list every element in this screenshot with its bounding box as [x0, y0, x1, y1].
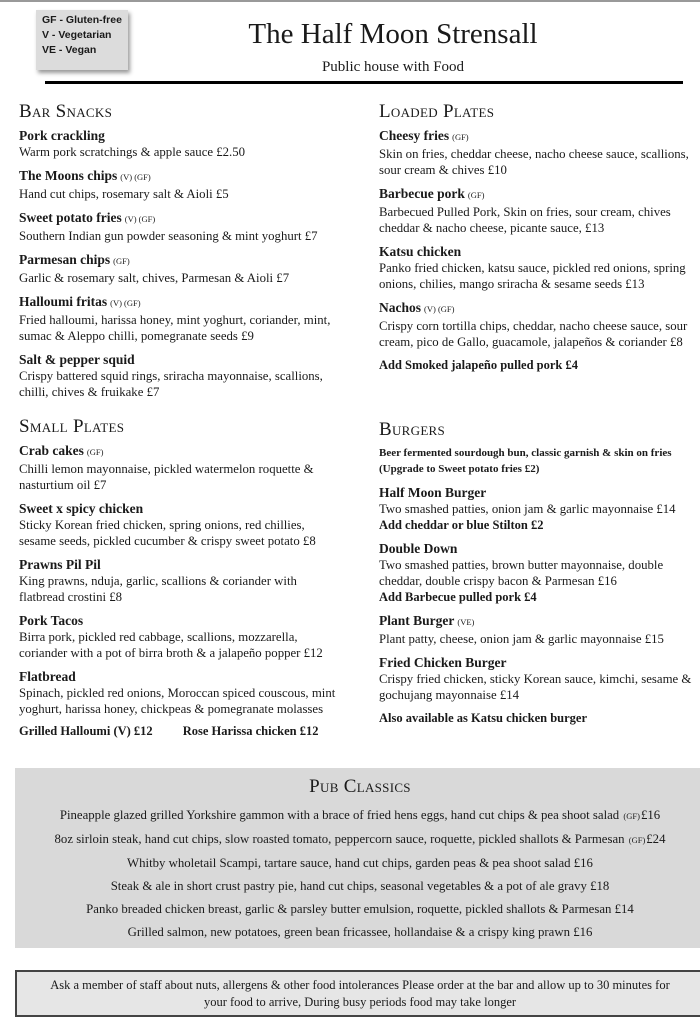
item-text: Steak & ale in short crust pastry pie, hand cut chips, seasonal vegetables & a pot of ale gravy — [110, 879, 587, 893]
item-description: Crispy battered squid rings, sriracha mayonnaise, scallions, — [19, 369, 323, 383]
dietary-tags: (GF) — [628, 835, 646, 845]
page-subtitle: Public house with Food — [321, 59, 465, 75]
item-name-text: Sweet potato fries — [19, 210, 122, 225]
menu-item — [379, 185, 700, 236]
menu-item — [19, 209, 349, 244]
dietary-tags: (GF) — [452, 132, 469, 142]
menu-item — [19, 668, 349, 717]
item-name-text: The Moons chips — [19, 168, 118, 183]
item-description: nasturtium oil £7 — [19, 478, 107, 492]
pub-classic-item — [15, 804, 700, 828]
dietary-tags: (V) (GF) — [424, 304, 455, 314]
item-name — [379, 185, 700, 204]
item-description: Fried halloumi, harissa honey, mint yoghurt, coriander, mint, — [19, 313, 331, 327]
section-heading: Bar Snacks — [19, 101, 113, 122]
item-description: Crispy fried chicken, sticky Korean sauce, kimchi, sesame & — [379, 672, 692, 686]
item-name — [379, 484, 700, 501]
menu-item — [379, 299, 700, 350]
notice-line: your food to arrive, During busy periods food may take longer — [203, 995, 517, 1009]
item-description: Garlic & rosemary salt, chives, Parmesan & Aioli £7 — [19, 271, 290, 285]
item-price: £16 — [573, 925, 593, 939]
dietary-tags: (GF) — [113, 256, 130, 266]
legend-ve: VE - Vegan — [42, 44, 97, 56]
legend-v: V - Vegetarian — [42, 29, 112, 41]
item-name — [19, 209, 349, 228]
legend-gf: GF - Gluten-free — [42, 14, 122, 26]
item-description: Warm pork scratchings & apple sauce £2.50 — [19, 145, 246, 159]
section-burgers — [379, 419, 700, 733]
item-description: Two smashed patties, onion jam & garlic mayonnaise £14 — [379, 502, 676, 516]
extra-items — [19, 724, 349, 739]
section-heading: Loaded Plates — [379, 101, 495, 122]
item-description: sour cream & chives £10 — [379, 163, 507, 177]
item-price: £16 — [573, 856, 593, 870]
page-title: The Half Moon Strensall — [248, 18, 538, 50]
item-description: Sticky Korean fried chicken, spring onions, red chillies, — [19, 518, 305, 532]
item-name-text: Pork Tacos — [19, 613, 84, 628]
menu-item — [379, 243, 700, 292]
menu-item — [379, 357, 700, 373]
menu-item — [379, 540, 700, 605]
section-note: Beer fermented sourdough bun, classic garnish & skin on fries — [379, 447, 672, 459]
item-description: coriander with a pot of birra broth & a jalapeño popper £12 — [19, 646, 323, 660]
item-description: Spinach, pickled red onions, Moroccan spiced couscous, mint — [19, 686, 336, 700]
item-name-text: Halloumi fritas — [19, 294, 108, 309]
item-text: Panko breaded chicken breast, garlic & parsley butter emulsion, roquette, pickled shallots & Parmesan — [86, 902, 612, 916]
item-description: Hand cut chips, rosemary salt & Aioli £5 — [19, 187, 229, 201]
item-price: £14 — [614, 902, 634, 916]
item-name — [379, 612, 700, 631]
item-name-text: Nachos — [379, 300, 422, 315]
item-text: 8oz sirloin steak, hand cut chips, slow roasted tomato, peppercorn sauce, roquette, pickled shallots & Parmesan — [54, 832, 625, 846]
menu-item — [379, 484, 700, 533]
menu-item — [379, 127, 700, 178]
menu-item — [19, 612, 349, 661]
item-name — [379, 540, 700, 557]
item-name-text: Salt & pepper squid — [19, 352, 135, 367]
item-price: £24 — [646, 832, 666, 846]
header-divider — [45, 81, 683, 84]
section-heading: Pub Classics — [309, 776, 411, 797]
item-addon: Add Barbecue pulled pork £4 — [379, 590, 537, 604]
item-price: £16 — [640, 808, 661, 822]
pub-classic-item — [15, 875, 700, 898]
item-name-text: Pork crackling — [19, 128, 105, 143]
dietary-tags: (GF) — [467, 190, 485, 200]
section-note: (Upgrade to Sweet potato fries £2) — [379, 463, 540, 475]
item-name — [19, 442, 349, 461]
allergen-notice — [15, 970, 700, 1017]
notice-line: Ask a member of staff about nuts, allergens & other food intolerances Please order at the bar and allow up to 30 minutes for — [50, 978, 670, 992]
item-price: £18 — [590, 879, 610, 893]
dietary-tags: (V) (GF) — [124, 214, 156, 224]
item-text: Grilled salmon, new potatoes, green bean fricassee, hollandaise & a crispy king prawn — [127, 925, 570, 939]
menu-item — [19, 167, 349, 202]
dietary-tags: (VE) — [457, 617, 475, 627]
dietary-legend — [36, 10, 128, 70]
item-description: Chilli lemon mayonnaise, pickled watermelon roquette & — [19, 462, 314, 476]
top-border — [0, 0, 700, 2]
pub-classic-item — [15, 921, 700, 944]
item-name-text: Sweet x spicy chicken — [19, 501, 144, 516]
pub-classic-item — [15, 828, 700, 852]
item-name-text: Barbecue pork — [379, 186, 465, 201]
dietary-tags: (V) (GF) — [110, 298, 141, 308]
item-name-text: Fried Chicken Burger — [379, 655, 507, 670]
item-description: flatbread crostini £8 — [19, 590, 123, 604]
item-name — [19, 556, 349, 573]
item-name-text: Half Moon Burger — [379, 485, 487, 500]
item-description: Skin on fries, cheddar cheese, nacho cheese sauce, scallions, — [379, 147, 689, 161]
section-pub-classics — [15, 768, 700, 948]
pub-classic-item — [15, 852, 700, 875]
pub-classic-item — [15, 898, 700, 921]
item-name — [19, 293, 349, 312]
item-description: onions, chilies, mango sriracha & sesame seeds £13 — [379, 277, 645, 291]
menu-item — [19, 351, 349, 400]
item-description: Southern Indian gun powder seasoning & mint yoghurt £7 — [19, 229, 318, 243]
spacer — [379, 477, 700, 484]
item-name — [19, 612, 349, 629]
item-name-text: Flatbread — [19, 669, 76, 684]
item-description: gochujang mayonnaise £14 — [379, 688, 520, 702]
item-name — [19, 351, 349, 368]
dietary-tags: (V) (GF) — [120, 172, 151, 182]
item-description: Barbecued Pulled Pork, Skin on fries, sour cream, chives — [379, 205, 671, 219]
extra-item: Grilled Halloumi (V) £12 — [19, 724, 153, 738]
menu-item — [19, 500, 349, 549]
item-text: Whitby wholetail Scampi, tartare sauce, hand cut chips, garden peas & pea shoot salad — [127, 856, 571, 870]
item-description: Panko fried chicken, katsu sauce, pickled red onions, spring — [379, 261, 686, 275]
item-description: cheddar, double crispy bacon & Parmesan £16 — [379, 574, 617, 588]
menu-item — [19, 442, 349, 493]
item-name — [379, 299, 700, 318]
section-heading: Small Plates — [19, 416, 125, 437]
menu-item — [379, 654, 700, 703]
section-small-plates — [19, 416, 349, 739]
menu-item — [19, 251, 349, 286]
item-description: Crispy corn tortilla chips, cheddar, nacho cheese sauce, sour — [379, 319, 688, 333]
item-name-text: Double Down — [379, 541, 458, 556]
item-description: cream, pico de Gallo, guacamole, jalapeños & coriander £8 — [379, 335, 683, 349]
item-name-text: Parmesan chips — [19, 252, 111, 267]
item-addon: Add Smoked jalapeño pulled pork £4 — [379, 358, 579, 372]
item-name — [19, 668, 349, 685]
item-name-text: Prawns Pil Pil — [19, 557, 101, 572]
section-loaded-plates — [379, 101, 700, 380]
item-description: Birra pork, pickled red cabbage, scallions, mozzarella, — [19, 630, 298, 644]
item-description: Plant patty, cheese, onion jam & garlic mayonnaise £15 — [379, 632, 664, 646]
menu-item — [19, 127, 349, 160]
item-name — [379, 654, 700, 671]
section-bar-snacks — [19, 101, 349, 407]
dietary-tags: (GF) — [623, 811, 640, 821]
menu-item — [379, 710, 700, 726]
item-name-text: Plant Burger — [379, 613, 455, 628]
item-name-text: Katsu chicken — [379, 244, 462, 259]
item-name-text: Crab cakes — [19, 443, 84, 458]
item-name — [19, 500, 349, 517]
item-description: cheddar & nacho cheese, picante sauce, £13 — [379, 221, 605, 235]
item-name — [19, 167, 349, 186]
menu-item — [19, 293, 349, 344]
item-addon: Also available as Katsu chicken burger — [379, 711, 587, 725]
menu-item — [19, 556, 349, 605]
item-name — [379, 127, 700, 146]
item-text: Pineapple glazed grilled Yorkshire gammon with a brace of fried hens eggs, hand cut chips & pea shoot salad — [59, 808, 620, 822]
extra-item: Rose Harissa chicken £12 — [182, 724, 319, 738]
item-name — [19, 251, 349, 270]
item-description: sesame seeds, pickled cucumber & crispy sweet potato £8 — [19, 534, 316, 548]
item-description: yoghurt, harissa honey, chickpeas & pomegranate molasses — [19, 702, 324, 716]
dietary-tags: (GF) — [86, 447, 104, 457]
item-name-text: Cheesy fries — [379, 128, 450, 143]
menu-item — [379, 612, 700, 647]
item-name — [19, 127, 349, 144]
item-description: Two smashed patties, brown butter mayonnaise, double — [379, 558, 664, 572]
item-description: sumac & Aleppo chilli, pomegranate seeds £9 — [19, 329, 254, 343]
section-heading: Burgers — [379, 419, 446, 440]
item-name — [379, 243, 700, 260]
item-description: chilli, chives & fruikake £7 — [19, 385, 160, 399]
item-description: King prawns, nduja, garlic, scallions & coriander with — [19, 574, 297, 588]
item-addon: Add cheddar or blue Stilton £2 — [379, 518, 544, 532]
